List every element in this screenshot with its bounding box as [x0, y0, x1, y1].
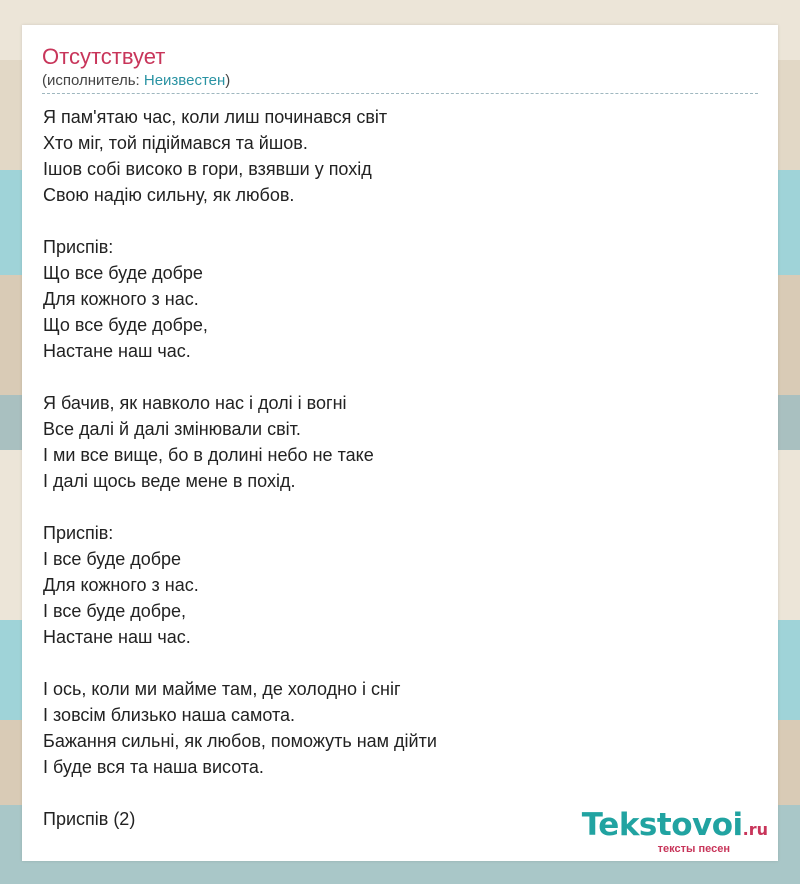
- lyric-line: Настане наш час.: [43, 341, 191, 361]
- lyric-line: Для кожного з нас.: [43, 575, 199, 595]
- artist-line: [42, 72, 230, 89]
- divider: [42, 93, 758, 94]
- lyric-line: І все буде добре: [43, 549, 182, 569]
- lyric-line: Я пам'ятаю час, коли лиш починався світ: [43, 107, 388, 127]
- lyric-blank-line: [43, 494, 437, 520]
- artist-suffix: ): [225, 72, 231, 89]
- lyric-line: Хто міг, той підіймався та йшов.: [43, 133, 308, 153]
- lyric-line: Для кожного з нас.: [43, 289, 199, 309]
- lyric-line: Свою надію сильну, як любов.: [43, 185, 295, 205]
- lyric-line: Приспів:: [43, 523, 114, 543]
- lyric-line: І ми все вище, бо в долині небо не таке: [43, 445, 374, 465]
- lyric-blank-line: [43, 208, 437, 234]
- site-logo[interactable]: [582, 809, 768, 855]
- lyric-line: І далі щось веде мене в похід.: [43, 471, 296, 491]
- lyric-line: Ішов собі високо в гори, взявши у похід: [43, 159, 372, 179]
- lyric-line: І все буде добре,: [43, 601, 187, 621]
- lyric-line: І ось, коли ми майме там, де холодно і сніг: [43, 679, 401, 699]
- lyric-line: Все далі й далі змінювали світ.: [43, 419, 301, 439]
- lyric-line: Що все буде добре: [43, 263, 203, 283]
- logo-tagline: тексты песен: [657, 843, 730, 855]
- song-title: Отсутствует: [42, 44, 166, 69]
- lyric-line: І буде вся та наша висота.: [43, 757, 264, 777]
- lyric-line: Бажання сильні, як любов, поможуть нам дійти: [43, 731, 437, 751]
- logo-name: Tekstovoi: [581, 807, 743, 843]
- artist-prefix: (исполнитель:: [42, 72, 144, 89]
- logo-tld: .ru: [742, 820, 768, 839]
- lyric-blank-line: [43, 780, 437, 806]
- lyrics-text: [43, 104, 437, 832]
- lyric-blank-line: [43, 650, 437, 676]
- lyrics-card: [22, 25, 778, 861]
- lyric-line: Приспів:: [43, 237, 114, 257]
- lyric-blank-line: [43, 364, 437, 390]
- lyric-line: Я бачив, як навколо нас і долі і вогні: [43, 393, 347, 413]
- lyric-line: Що все буде добре,: [43, 315, 208, 335]
- artist-link[interactable]: Неизвестен: [143, 72, 226, 89]
- logo-wordmark: [582, 809, 768, 846]
- lyric-line: Настане наш час.: [43, 627, 191, 647]
- lyric-line: І зовсім близько наша самота.: [43, 705, 296, 725]
- lyric-line: Приспів (2): [43, 809, 136, 829]
